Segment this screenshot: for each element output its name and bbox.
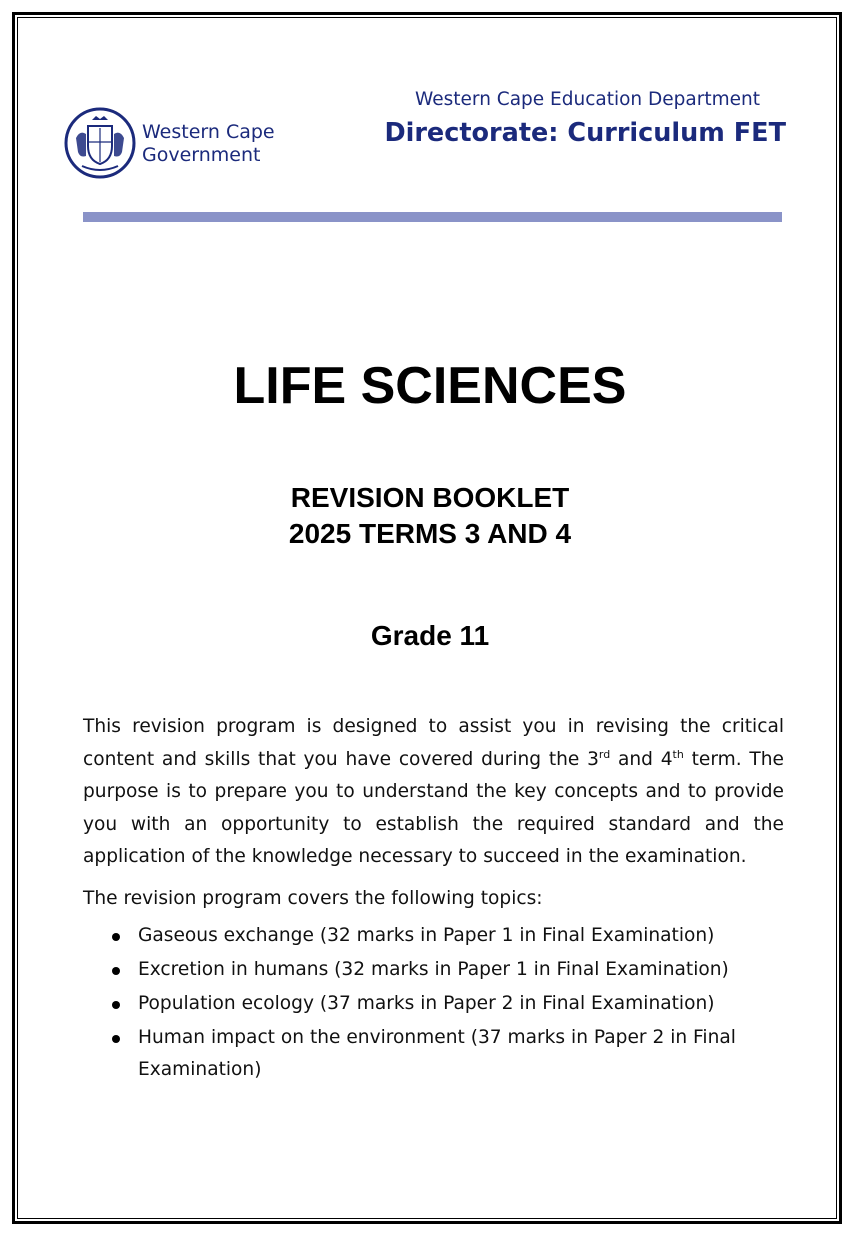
list-item [83,920,784,952]
subtitle-line-2: 2025 TERMS 3 AND 4 [288,518,572,549]
intro-text-3: term. The purpose is to prepare you to understand the key concepts and to provide you with an opportunity to establish the required standard and the application of the knowledge necessary to succeed in the examination. [83,748,784,868]
department-name: Western Cape Education Department [415,89,760,110]
topic-text: Excretion in humans (32 marks in Paper 1 in Final Examination) [138,958,729,980]
topic-text: Gaseous exchange (32 marks in Paper 1 in Final Examination) [138,924,715,946]
document-subtitle [0,480,860,552]
directorate-name: Directorate: Curriculum FET [384,118,786,148]
topics-list [83,920,784,1086]
logo-wordmark [142,121,275,167]
list-item [83,988,784,1020]
topics-lead: The revision program covers the following topics: [83,887,543,909]
ordinal-suffix-rd: rd [598,747,611,761]
list-item [83,954,784,986]
grade-label: Grade 11 [370,620,490,651]
topic-text: Population ecology (37 marks in Paper 2 in Final Examination) [138,992,715,1014]
ordinal-suffix-th: th [672,747,684,761]
intro-text-1: This revision program is designed to assist you in revising the critical content and skills that you have covered during the 3 [83,716,784,770]
document-title: LIFE SCIENCES [233,357,627,415]
bullet-icon [112,933,120,941]
bullet-icon [112,1001,120,1009]
document-body [83,711,784,1088]
header-divider [83,212,782,222]
intro-paragraph [83,711,784,874]
coat-of-arms-icon [64,106,136,180]
topic-text: Human impact on the environment (37 marks in Paper 2 in Final Examination) [138,1026,736,1080]
logo-line-2: Government [142,144,261,166]
subtitle-line-1: REVISION BOOKLET [290,482,570,513]
logo-line-1: Western Cape [142,121,275,143]
bullet-icon [112,967,120,975]
list-item [83,1022,784,1086]
intro-text-2: and 4 [610,748,673,770]
bullet-icon [112,1035,120,1043]
